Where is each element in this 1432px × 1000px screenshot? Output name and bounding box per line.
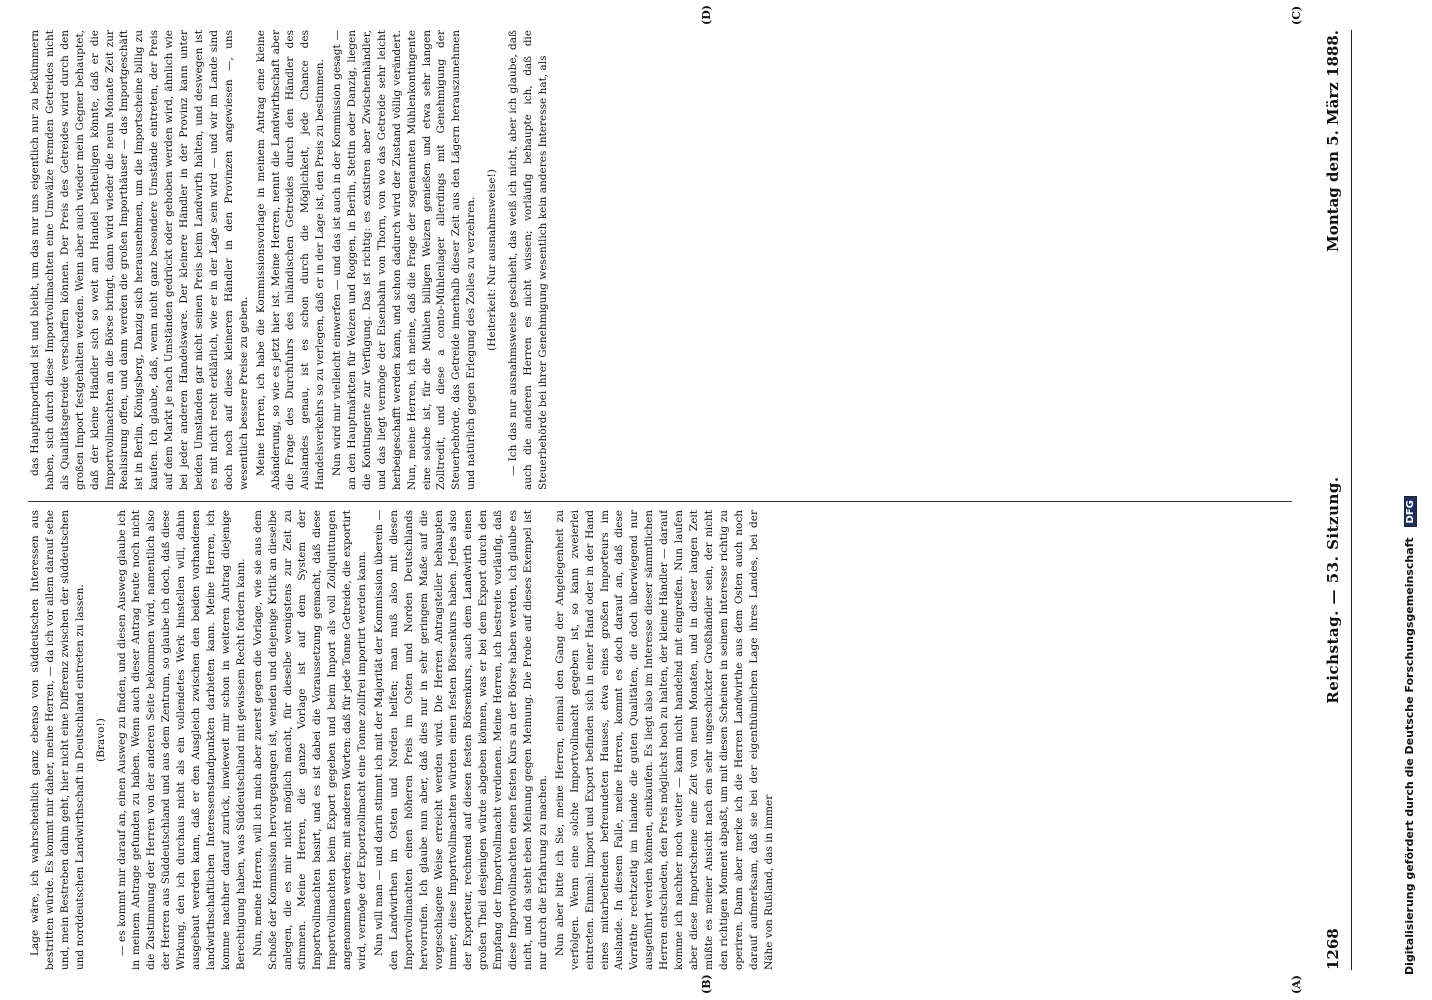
header-rule — [1351, 30, 1352, 970]
page-number: 1268 — [1324, 928, 1342, 970]
paragraph-interjection: (Heiterkeit: Nur ausnahmsweise!) — [486, 169, 499, 351]
paragraph: Meine Herren, ich habe die Kommissionsvorlage in meinem Antrag eine kleine Abänderung, so wie es jetzt hier ist. Meine Herren, nennt die Landwirthschaft aber die Frage des Durchfuhrs des inländischen Getreides durch den Händler des Auslandes genau, ist es schon durch die Möglichkeit, jede Chance des Handelsverkehrs so zu verlegen, daß er in der Lage ist, den Preis zu bestimmen. — [254, 30, 327, 490]
paragraph: Nun will man — und darin stimmt ich mit der Majorität der Kommission überein — den Landwirthen im Osten und Norden helfen; man muß also mit diesen Importvollmachten einen höheren Preis im Osten und Norden Deutschlands hervorrufen. Ich glaube nun aber, daß dies nur in sehr geringem Maße auf die vorgeschlagene Weise erreicht werden wird. Die Herren Antragsteller behaupten immer, diese Importvollmachten würden einen festen Börsenkurs haben. Jedes also der Exporteur, rechnend auf diesen festen Börsenkurs, auch dem Landwirth einen großen Theil desjenigen würde abgeben können, was er bei dem Export durch den Empfang der Importvollmacht verdienen. Meine Herren, ich bestreite vorläufig, daß diese Importvollmachten einen festen Kurs an der Börse haben werden, ich glaube es nicht, und da steht eben Meinung gegen Meinung. Die Probe auf dieses Exempel ist nur durch die Erfahrung zu machen. — [372, 510, 549, 970]
margin-label-a: (A) — [1290, 975, 1303, 994]
digitization-credit — [1403, 496, 1417, 975]
paragraph: Nun, meine Herren, will ich mich aber zuerst gegen die Vorlage, wie sie aus dem Schoße der Kommission hervorgegangen ist, wenden und diejenige Kritik an dieselbe anlegen, die es mir nicht möglich macht, für dieselbe wenigstens zur Zeit zu stimmen. Meine Herren, die ganze Vorlage ist auf dem System der Importvollmachten basirt, und es ist dabei die Voraussetzung gemacht, daß diese Importvollmachten beim Export gegeben und beim Import als voll Zollquittungen angenommen werden; mit anderen Worten: daß für jede Tonne Getreide, die exportirt wird, vermöge der Exportzollmacht eine Tonne zollfrei importirt werden kann. — [251, 510, 369, 970]
column-divider — [28, 501, 1292, 502]
margin-label-d: (D) — [700, 5, 713, 25]
paragraph: Nun aber bitte ich Sie, meine Herren, einmal den Gang der Angelegenheit zu verfolgen. Wenn eine solche Importvollmacht gegeben ist, so kann zweierlei eintreten. Einmal: Import und Export befinden sich in einer Hand oder in der Hand eines mitarbeitenden befreundeten Hauses, etwa eines großen Importeurs im Auslande. In diesem Falle, meine Herren, kommt es doch darauf an, daß diese Vorräthe rechtzeitig im Inlande die guten Qualitäten, die doch überwiegend nur ausgeführt werden können, einkaufen. Es liegt also im Interesse dieser sämmtlichen Herren entschieden, den Preis möglichst hoch zu halten, der kleine Händler — darauf komme ich nachher noch weiter — kann nicht handelnd mit eingreifen. Nun laufen aber diese Importscheine eine Zeit von neun Monaten, und in dieser langen Zeit müßte es meiner Ansicht nach ein sehr ungeschickter Großhändler sein, der nicht den richtigen Moment abpaßt, um mit diesen Scheinen in seinem Interesse richtig zu operiren. Dann aber merke ich die Herren Landwirthe aus dem Osten auch noch darauf aufmerksam, daß sie bei der eigenthümlichen Lage ihres Landes, bei der Nähe von Rußland, das in immer — [553, 510, 775, 970]
credit-text: Digitalisierung gefördert durch die Deutsche Forschungsgemeinschaft — [1403, 537, 1416, 975]
paragraph: Nun wird mir vielleicht einwerfen — und das ist auch in der Kommission gesagt — an den Hauptmärkten für Weizen und Roggen, in Berlin, Stettin oder Danzig, liegen die Kontingente zur Verfügung. Das ist richtig: es existiren aber Zwischenhändler, und das liegt vermöge der Eisenbahn von Thorn, von wo das Getreide sehr leicht herbeigeschafft werden kann, und schon dadurch wird der Zustand völlig verändert. Nun, meine Herren, ich meine, daß die Frage der sogenannten Mühlenkontingente eine solche ist, für die Mühlen billigen Weizen genießen und etwa sehr langen Zolltredit, und diese a conto-Mühlenlager allerdings mit Genehmigung der Steuerbehörde, das Getreide innerhalb dieser Zeit aus den Lägern herauszunehmen und natürlich gegen Erlegung des Zolles zu verzehren. — [331, 30, 478, 490]
margin-label-b: (B) — [700, 974, 713, 994]
paragraph: — Ich das nur ausnahmsweise geschieht, das weiß ich nicht, aber ich glaube, daß auch die anderen Herren es nicht wissen; vorläufig behaupte ich, daß die Steuerbehörde bei ihrer Genehmigung wesentlich kein anderes Interesse hat, als — [507, 30, 549, 490]
margin-label-c: (C) — [1290, 5, 1303, 25]
paragraph-interjection: (Bravo!) — [94, 718, 107, 762]
paragraph: Lage wäre, ich wahrscheinlich ganz ebenso von süddeutschen Interessen aus bestritten würde. Es kommt mir daher, meine Herren, — da ich vor allem darauf sehe und, mein Bestreben dahin geht, hier nicht eine Differenz zwischen der süddeutschen und norddeutschen Landwirthschaft in Deutschland eintreten zu lassen. — [29, 510, 86, 970]
digitization-sidebar — [1395, 0, 1432, 1000]
page-header — [1315, 30, 1351, 970]
column-left — [28, 510, 1292, 970]
page-title: Reichstag. — 53. Sitzung. — [1324, 476, 1342, 704]
page-date: Montag den 5. März 1888. — [1324, 30, 1342, 252]
paragraph: — es kommt mir darauf an, einen Ausweg zu finden, und diesen Ausweg glaube ich in meinem Antrage gefunden zu haben. Wenn auch dieser Antrag heute noch nicht die Zustimmung der Herren von der anderen Seite bekommen wird, namentlich also der Herren aus Süddeutschland und aus dem Zentrum, so glaube ich doch, daß diese Wirkung, den ich durchaus nicht als ein vollendetes Werk hinstellen will, dahin ausgebaut werden kann, daß er den Ausgleich zwischen den beiden vorhandenen landwirthschaftlichen Interessenstandpunkten darbieten kann. Meine Herren, ich komme nachher darauf zurück, inwieweit mir schon in weiteren Antrag diejenige Berechtigung haben, was Süddeutschland mit gewissem Recht fordern kann. — [115, 510, 247, 970]
dfg-logo: DFG — [1404, 496, 1417, 527]
column-right — [28, 30, 1292, 490]
paragraph: das Hauptimportland ist und bleibt, um das nur uns eigentlich nur zu bekümmern haben, sich durch diese Importvollmachten eine Umwälze fremden Getreides nicht als Qualitätsgetreide verschaffen können. Der Preis des Getreides wird durch den großen Import festgehalten werden. Wenn aber auch wieder mein Gegner behauptet, daß der kleine Händler sich so weit am Handel betheiligen könnte, daß er die Importvollmachten an die Börse bringt, dann wird wieder die neun Monate Zeit zur Realisirung offen, und dann werden die großen Importhäuser — das Importgeschäft ist in Berlin, Königsberg, Danzig sich herausnehmen, um die Importscheine billig zu kaufen. Ich glaube, daß, wenn nicht ganz besondere Umstände eintreten, der Preis auf dem Markt je nach Umständen gedrückt oder gehoben werden wird, ähnlich wie bei jeder anderen Handelsware. Der kleinere Händler in der Provinz kann unter beiden Umständen gar nicht seinen Preis beim Landwirth halten, und deswegen ist es mit nicht recht erklärlich, wie er in der Lage sein wird — und wir im Lande sind doch noch auf diese kleineren Händler in den Provinzen angewiesen —, uns wesentlich bessere Preise zu geben. — [29, 30, 250, 490]
